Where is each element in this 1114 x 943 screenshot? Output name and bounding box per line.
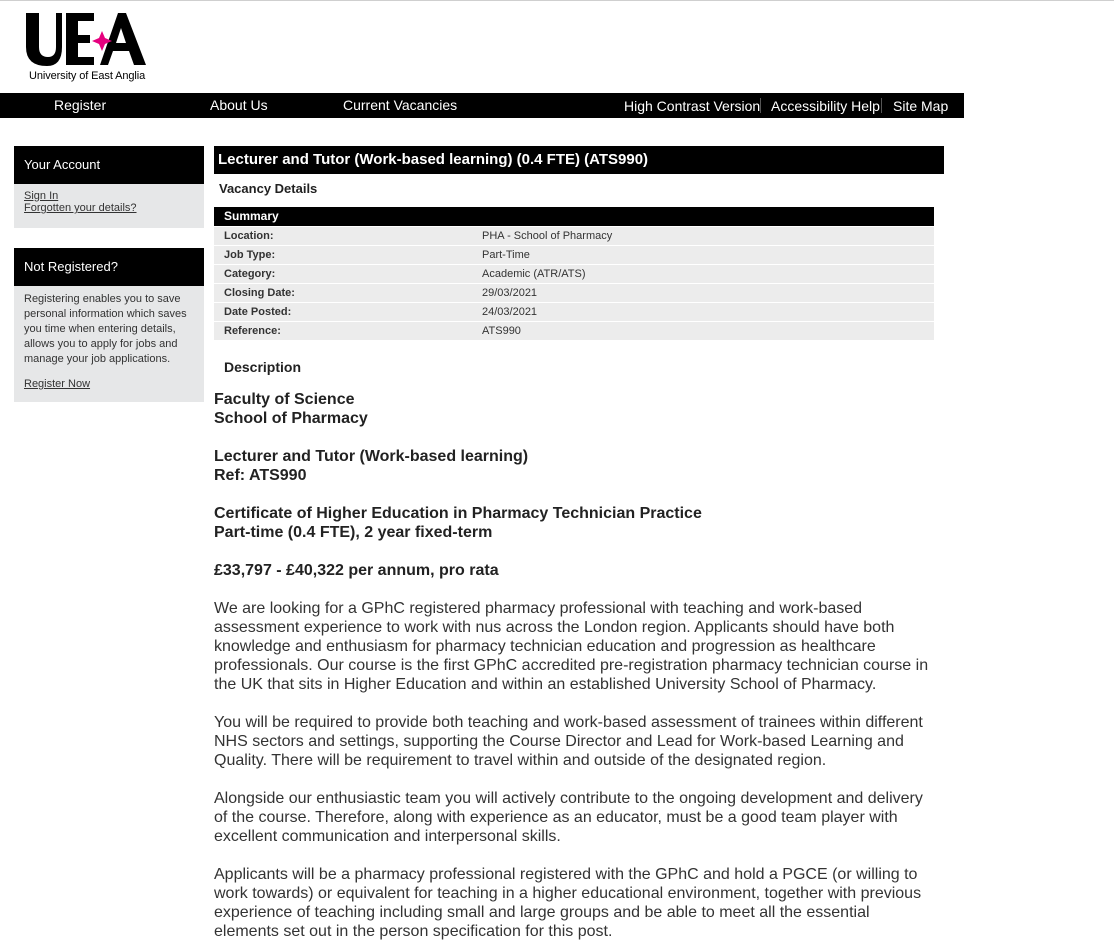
- register-info-text: Registering enables you to save personal information which saves you time when entering details, allows you to apply for jobs and manage your job applications.: [24, 293, 187, 365]
- not-registered-heading: Not Registered?: [14, 248, 204, 286]
- nav-about-us[interactable]: About Us: [210, 97, 268, 113]
- summary-label: Closing Date:: [214, 284, 472, 303]
- nav-separator: [760, 98, 761, 113]
- nav-site-map[interactable]: Site Map: [893, 98, 949, 114]
- summary-label: Job Type:: [214, 246, 472, 265]
- summary-row-closing-date: [214, 284, 934, 303]
- summary-row-category: [214, 265, 934, 284]
- description-paragraph: We are looking for a GPhC registered pharmacy professional with teaching and work-based assessment experience to work with nus across the London region. Applicants should have both knowledge and enthusiasm for pharmacy technician education and progression as healthcare professionals. Our course is the first GPhC accredited pre-registration pharmacy technician course in the UK that sits in Higher Education and within an established University School of Pharmacy.: [214, 600, 929, 693]
- summary-table: [214, 227, 934, 341]
- faculty-name: Faculty of Science: [214, 391, 355, 408]
- nav-register[interactable]: Register: [54, 97, 107, 113]
- description-label: Description: [224, 359, 302, 375]
- summary-heading: Summary: [214, 207, 934, 226]
- your-account-panel: [14, 146, 204, 228]
- top-rule: [0, 0, 1114, 1]
- school-name: School of Pharmacy: [214, 410, 368, 427]
- nav-accessibility-help[interactable]: Accessibility Help: [771, 98, 880, 114]
- not-registered-panel: [14, 248, 204, 402]
- role-reference: Ref: ATS990: [214, 467, 307, 484]
- summary-row-reference: [214, 322, 934, 341]
- summary-label: Reference:: [214, 322, 472, 341]
- summary-value: 29/03/2021: [472, 284, 934, 303]
- summary-value: Part-Time: [472, 246, 934, 265]
- summary-value: 24/03/2021: [472, 303, 934, 322]
- register-now-link[interactable]: Register Now: [24, 378, 91, 390]
- salary: £33,797 - £40,322 per annum, pro rata: [214, 562, 499, 579]
- nav-current-vacancies[interactable]: Current Vacancies: [343, 97, 458, 113]
- nav-high-contrast[interactable]: High Contrast Version: [624, 98, 761, 114]
- summary-label: Date Posted:: [214, 303, 472, 322]
- forgotten-details-link[interactable]: Forgotten your details?: [24, 202, 137, 214]
- nav-separator: [881, 98, 882, 113]
- summary-value: ATS990: [472, 322, 934, 341]
- contract-terms: Part-time (0.4 FTE), 2 year fixed-term: [214, 524, 493, 541]
- summary-label: Location:: [214, 227, 472, 246]
- role-name: Lecturer and Tutor (Work-based learning): [214, 448, 529, 465]
- logo-caption: University of East Anglia: [29, 70, 146, 82]
- description-paragraph: Alongside our enthusiastic team you will actively contribute to the ongoing development and delivery of the course. Therefore, along with experience as an educator, must be a good team player with excellent communication and interpersonal skills.: [214, 790, 923, 845]
- top-nav: [0, 93, 964, 118]
- description-body: [214, 390, 934, 941]
- summary-row-date-posted: [214, 303, 934, 322]
- uea-logo-mark: [22, 11, 162, 71]
- your-account-heading: Your Account: [14, 146, 204, 184]
- vacancy-title: Lecturer and Tutor (Work-based learning) (0.4 FTE) (ATS990): [214, 146, 944, 174]
- sign-in-link[interactable]: Sign In: [24, 190, 59, 202]
- programme-name: Certificate of Higher Education in Pharmacy Technician Practice: [214, 505, 702, 522]
- summary-value: Academic (ATR/ATS): [472, 265, 934, 284]
- summary-row-job-type: [214, 246, 934, 265]
- summary-row-location: [214, 227, 934, 246]
- summary-label: Category:: [214, 265, 472, 284]
- description-paragraph: You will be required to provide both teaching and work-based assessment of trainees within different NHS sectors and settings, supporting the Course Director and Lead for Work-based Learning and Quality. There will be requirement to travel within and outside of the designated region.: [214, 714, 923, 769]
- summary-value: PHA - School of Pharmacy: [472, 227, 934, 246]
- vacancy-details-label: Vacancy Details: [219, 181, 318, 196]
- description-paragraph: Applicants will be a pharmacy professional registered with the GPhC and hold a PGCE (or willing to work towards) or equivalent for teaching in a higher educational environment, together with previous experience of teaching including small and large groups and be able to meet all the essential elements set out in the person specification for this post.: [214, 866, 922, 940]
